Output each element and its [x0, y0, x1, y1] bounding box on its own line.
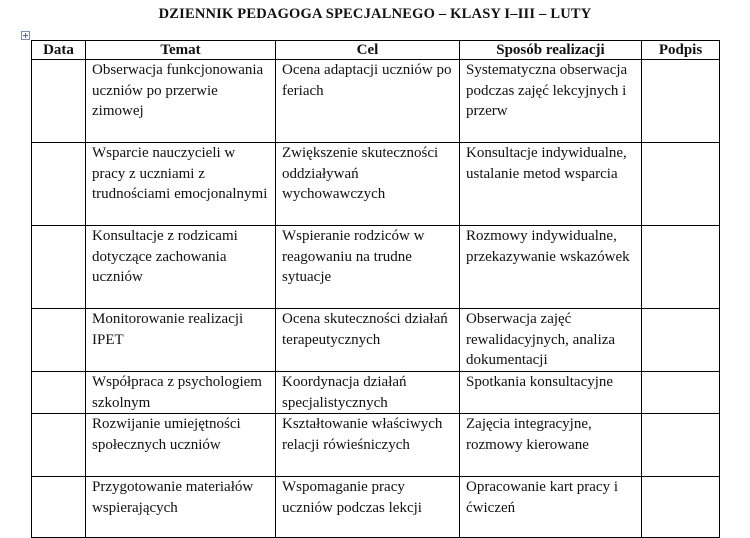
cell-cel[interactable]: Wspomaganie pracy uczniów podczas lekcji — [276, 477, 460, 538]
cell-sposob[interactable]: Konsultacje indywidualne, ustalanie metod wsparcia — [460, 143, 642, 226]
move-cross-icon[interactable] — [21, 31, 30, 40]
cell-podpis[interactable] — [642, 414, 720, 477]
cell-podpis[interactable] — [642, 226, 720, 309]
cell-data[interactable] — [32, 414, 86, 477]
table-row — [32, 143, 720, 226]
cell-cel[interactable]: Zwiększenie skuteczności oddziaływań wychowawczych — [276, 143, 460, 226]
header-data: Data — [32, 41, 86, 60]
cell-temat[interactable]: Wsparcie nauczycieli w pracy z uczniami z trudnościami emocjonalnymi — [86, 143, 276, 226]
cell-sposob[interactable]: Systematyczna obserwacja podczas zajęć lekcyjnych i przerw — [460, 60, 642, 143]
cell-sposob[interactable]: Spotkania konsultacyjne — [460, 372, 642, 414]
table-row — [32, 309, 720, 372]
cell-temat[interactable]: Monitorowanie realizacji IPET — [86, 309, 276, 372]
cell-sposob[interactable]: Zajęcia integracyjne, rozmowy kierowane — [460, 414, 642, 477]
table-row — [32, 477, 720, 538]
cell-cel[interactable]: Ocena skuteczności działań terapeutycznych — [276, 309, 460, 372]
cell-cel[interactable]: Ocena adaptacji uczniów po feriach — [276, 60, 460, 143]
cell-data[interactable] — [32, 226, 86, 309]
cell-temat[interactable]: Obserwacja funkcjonowania uczniów po przerwie zimowej — [86, 60, 276, 143]
cell-sposob[interactable]: Rozmowy indywidualne, przekazywanie wskazówek — [460, 226, 642, 309]
document-title: DZIENNIK PEDAGOGA SPECJALNEGO – KLASY I–III – LUTY — [158, 6, 592, 22]
table-row — [32, 372, 720, 414]
header-sposob: Sposób realizacji — [460, 41, 642, 60]
cell-podpis[interactable] — [642, 477, 720, 538]
header-temat: Temat — [86, 41, 276, 60]
cell-data[interactable] — [32, 143, 86, 226]
cell-temat[interactable]: Współpraca z psychologiem szkolnym — [86, 372, 276, 414]
cell-temat[interactable]: Rozwijanie umiejętności społecznych uczniów — [86, 414, 276, 477]
cell-cel[interactable]: Koordynacja działań specjalistycznych — [276, 372, 460, 414]
journal-table — [31, 40, 720, 538]
table-row — [32, 226, 720, 309]
cell-cel[interactable]: Wspieranie rodziców w reagowaniu na trudne sytuacje — [276, 226, 460, 309]
header-cel: Cel — [276, 41, 460, 60]
cell-temat[interactable]: Przygotowanie materiałów wspierających — [86, 477, 276, 538]
cell-data[interactable] — [32, 477, 86, 538]
table-header-row — [32, 41, 720, 60]
cell-podpis[interactable] — [642, 60, 720, 143]
cell-temat[interactable]: Konsultacje z rodzicami dotyczące zachowania uczniów — [86, 226, 276, 309]
table-row — [32, 60, 720, 143]
cell-data[interactable] — [32, 60, 86, 143]
table-row — [32, 414, 720, 477]
header-podpis: Podpis — [642, 41, 720, 60]
cell-podpis[interactable] — [642, 372, 720, 414]
cell-sposob[interactable]: Obserwacja zajęć rewalidacyjnych, analiza dokumentacji — [460, 309, 642, 372]
cell-podpis[interactable] — [642, 143, 720, 226]
cell-cel[interactable]: Kształtowanie właściwych relacji rówieśniczych — [276, 414, 460, 477]
cell-podpis[interactable] — [642, 309, 720, 372]
cell-data[interactable] — [32, 309, 86, 372]
cell-data[interactable] — [32, 372, 86, 414]
cell-sposob[interactable]: Opracowanie kart pracy i ćwiczeń — [460, 477, 642, 538]
